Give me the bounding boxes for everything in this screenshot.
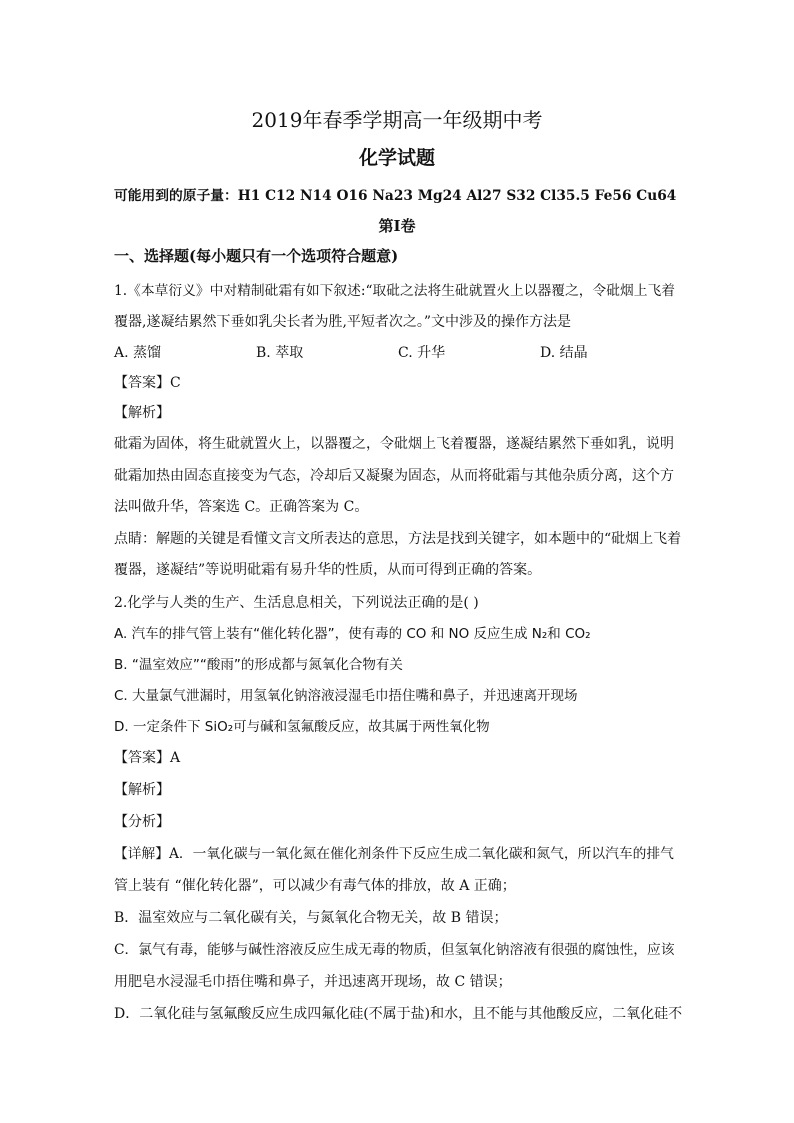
q2-option-c: C. 大量氯气泄漏时，用氢氧化钠溶液浸湿毛巾捂住嘴和鼻子，并迅速离开现场	[114, 688, 578, 704]
exam-subtitle: 化学试题	[358, 147, 435, 169]
volume-heading: 第I卷	[378, 217, 416, 235]
q1-options	[114, 343, 682, 363]
q2-detail-line2: 管上装有 “催化转化器”，可以减少有毒气体的排放，故 A 正确；	[114, 878, 516, 894]
q1-analysis-line1: 砒霜为固体，将生砒就置火上，以器覆之，令砒烟上飞着覆器，遂凝结累然下垂如乳，说明	[114, 436, 674, 452]
q1-option-b: B. 萃取	[256, 345, 304, 361]
q2-detail-b: B．温室效应与二氧化碳有关，与氮氧化合物无关，故 B 错误；	[114, 910, 508, 926]
q2-detail-line1: 【详解】A．一氧化碳与一氧化氮在催化剂条件下反应生成二氧化碳和氮气，所以汽车的排气	[114, 846, 674, 862]
q1-option-a: A. 蒸馏	[114, 345, 162, 361]
q2-detail-d1: D．二氧化硅与氢氟酸反应生成四氟化硅(不属于盐)和水，且不能与其他酸反应，二氧化硅不	[114, 1006, 683, 1022]
q2-analysis-sub: 【分析】	[114, 814, 170, 830]
q2-answer: 【答案】A	[114, 750, 181, 766]
q1-option-c: C. 升华	[398, 345, 446, 361]
q2-stem: 2.化学与人类的生产、生活息息相关，下列说法正确的是( )	[114, 595, 479, 611]
atomic-masses: 可能用到的原子量：H1 C12 N14 O16 Na23 Mg24 Al27 S32 Cl35.5 Fe56 Cu64	[114, 188, 677, 204]
q1-option-d: D. 结晶	[540, 345, 588, 361]
q1-tip-line1: 点睛：解题的关键是看懂文言文所表达的意思，方法是找到关键字，如本题中的“砒烟上飞着	[114, 531, 682, 547]
q1-stem-line1: 1.《本草衍义》中对精制砒霜有如下叙述:“取砒之法将生砒就置火上以器覆之，令砒烟上飞着	[114, 283, 676, 299]
q1-tip-line2: 覆器，遂凝结”等说明砒霜有易升华的性质，从而可得到正确的答案。	[114, 562, 542, 578]
section-heading: 一、选择题(每小题只有一个选项符合题意)	[114, 247, 399, 265]
q1-analysis-line3: 法叫做升华，答案选 C。正确答案为 C。	[114, 499, 369, 515]
q2-option-b: B. “温室效应”“酸雨”的形成都与氮氧化合物有关	[114, 657, 403, 673]
q2-option-a: A. 汽车的排气管上装有“催化转化器”，使有毒的 CO 和 NO 反应生成 N₂和 CO₂	[114, 626, 591, 642]
q1-stem-line2: 覆器,遂凝结累然下垂如乳尖长者为胜,平短者次之。”文中涉及的操作方法是	[114, 314, 572, 330]
q2-detail-c2: 用肥皂水浸湿毛巾捂住嘴和鼻子，并迅速离开现场，故 C 错误；	[114, 974, 512, 990]
q2-option-d: D. 一定条件下 SiO₂可与碱和氢氟酸反应，故其属于两性氧化物	[114, 719, 490, 735]
q1-analysis-label: 【解析】	[114, 405, 170, 421]
q1-answer: 【答案】C	[114, 375, 181, 391]
q1-analysis-line2: 砒霜加热由固态直接变为气态，冷却后又凝聚为固态，从而将砒霜与其他杂质分离，这个方	[114, 468, 674, 484]
exam-title: 2019年春季学期高一年级期中考	[251, 108, 543, 132]
q2-analysis-label: 【解析】	[114, 782, 170, 798]
q2-detail-c1: C．氯气有毒，能够与碱性溶液反应生成无毒的物质，但氢氧化钠溶液有很强的腐蚀性，应该	[114, 942, 675, 958]
